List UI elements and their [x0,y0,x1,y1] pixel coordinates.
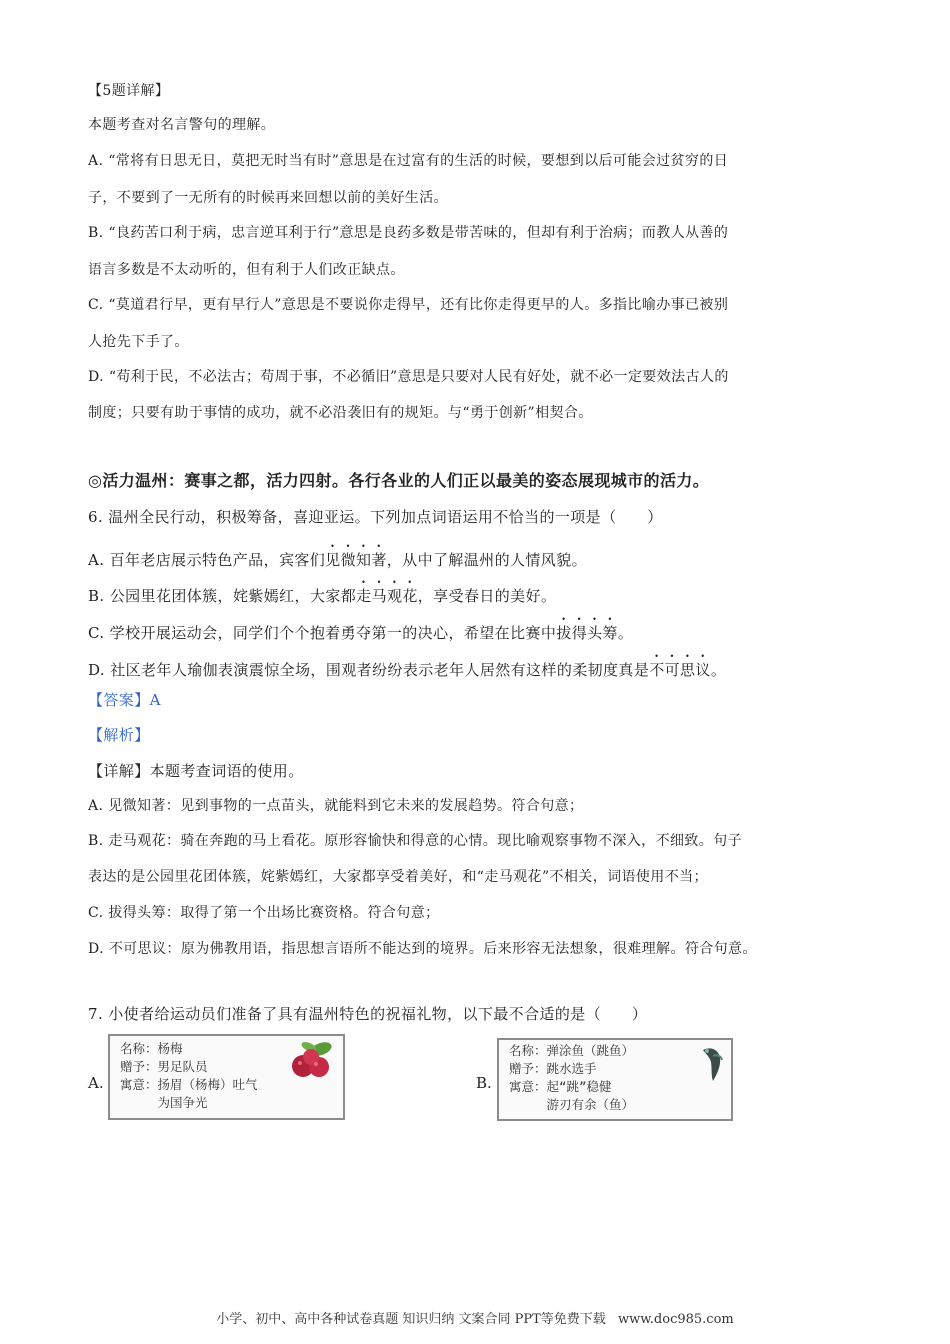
footer [0,1308,950,1327]
detail-heading: 【详解】本题考查词语的使用。 [88,762,304,780]
q6-option-c [88,615,633,643]
card-row: 游刃有余（鱼） [509,1097,635,1112]
q6-option-d [88,652,726,680]
gift-card-mudskipper [497,1038,733,1121]
bayberry-icon [285,1040,335,1080]
q5-line: B. “良药苦口利于病，忠言逆耳利于行”意思是良药多数是带苦味的，但却有利于治病；而教人从善的 [88,225,729,241]
q5-intro: 本题考查对名言警句的理解。 [88,117,276,133]
q5-heading: 【5题详解】 [88,83,170,99]
card-row: 为国争光 [120,1095,208,1110]
option-text: ，享受春日的美好。 [417,587,557,605]
footer-url[interactable]: www.doc985.com [617,1312,734,1327]
option-text: C. 学校开展运动会，同学们个个抱着勇夺第一的决心，希望在比赛中 [88,624,557,642]
q6-option-b [88,578,556,606]
q5-line: 语言多数是不太动听的，但有利于人们改正缺点。 [88,262,405,278]
q7-stem: 7. 小使者给运动员们准备了具有温州特色的祝福礼物，以下最不合适的是（ ） [88,1005,648,1023]
option-text: 。 [617,624,634,642]
option-text: ，从中了解温州的人情风貌。 [386,551,587,569]
section-title: ◎活力温州：赛事之都，活力四射。各行各业的人们正以最美的姿态展现城市的活力。 [88,471,710,490]
q5-line: C. “莫道君行早，更有早行人”意思是不要说你走得早，还有比你走得更早的人。多指比喻办事已被别 [88,297,729,313]
mudskipper-icon [699,1044,725,1084]
dotted-word: 拔得头筹 [556,624,618,642]
card-row: 寓意：起“跳”稳健 [509,1079,612,1094]
explanation-line: B. 走马观花：骑在奔跑的马上看花。原形容愉快和得意的心情。现比喻观察事物不深入，不细致。句子 [88,833,742,849]
option-text: A. 百年老店展示特色产品，宾客们 [88,551,326,569]
explanation-line: C. 拔得头筹：取得了第一个出场比赛资格。符合句意； [88,905,440,921]
q5-line: D. “苟利于民，不必法古；苟周于事，不必循旧”意思是只要对人民有好处，就不必一定要效法古人的 [88,369,729,385]
dotted-word: 走马观花 [356,587,418,605]
card-row: 赠予：男足队员 [120,1059,208,1074]
q6-option-a [88,542,587,570]
q5-line: 子，不要到了一无所有的时候再来回想以前的美好生活。 [88,190,448,206]
option-b-label: B. [476,1074,492,1092]
answer: 【答案】A [88,691,161,709]
q5-line: A. “常将有日思无日，莫把无时当有时”意思是在过富有的生活的时候，要想到以后可能会过贫穷的日 [88,153,729,169]
option-text: D. 社区老年人瑜伽表演震惊全场，围观者纷纷表示老年人居然有这样的柔韧度真是 [88,661,650,679]
explanation-line: A. 见微知著：见到事物的一点苗头，就能料到它未来的发展趋势。符合句意； [88,798,584,814]
footer-text: 小学、初中、高中各种试卷真题 知识归纳 文案合同 PPT等免费下载 [216,1312,606,1327]
analysis-heading: 【解析】 [88,726,150,744]
dotted-word: 不可思议 [649,661,711,679]
card-row: 名称：弹涂鱼（跳鱼） [509,1043,635,1058]
card-row: 名称：杨梅 [120,1041,183,1056]
option-text: 。 [710,661,727,679]
option-text: B. 公园里花团体簇，姹紫嫣红，大家都 [88,587,357,605]
q5-line: 人抢先下手了。 [88,334,189,350]
option-a-label: A. [88,1074,104,1092]
dotted-word: 见微知著 [325,551,387,569]
gift-card-yangmei [108,1034,345,1120]
card-row: 赠予：跳水选手 [509,1061,597,1076]
q5-line: 制度；只要有助于事情的成功，就不必沿袭旧有的规矩。与“勇于创新”相契合。 [88,405,593,421]
explanation-line: 表达的是公园里花团体簇，姹紫嫣红，大家都享受着美好，和“走马观花”不相关，词语使用不当； [88,869,708,885]
card-row: 寓意：扬眉（杨梅）吐气 [120,1077,258,1092]
q6-stem: 6. 温州全民行动，积极筹备，喜迎亚运。下列加点词语运用不恰当的一项是（ ） [88,508,663,526]
explanation-line: D. 不可思议：原为佛教用语，指思想言语所不能达到的境界。后来形容无法想象，很难理解。符合句意。 [88,941,757,957]
